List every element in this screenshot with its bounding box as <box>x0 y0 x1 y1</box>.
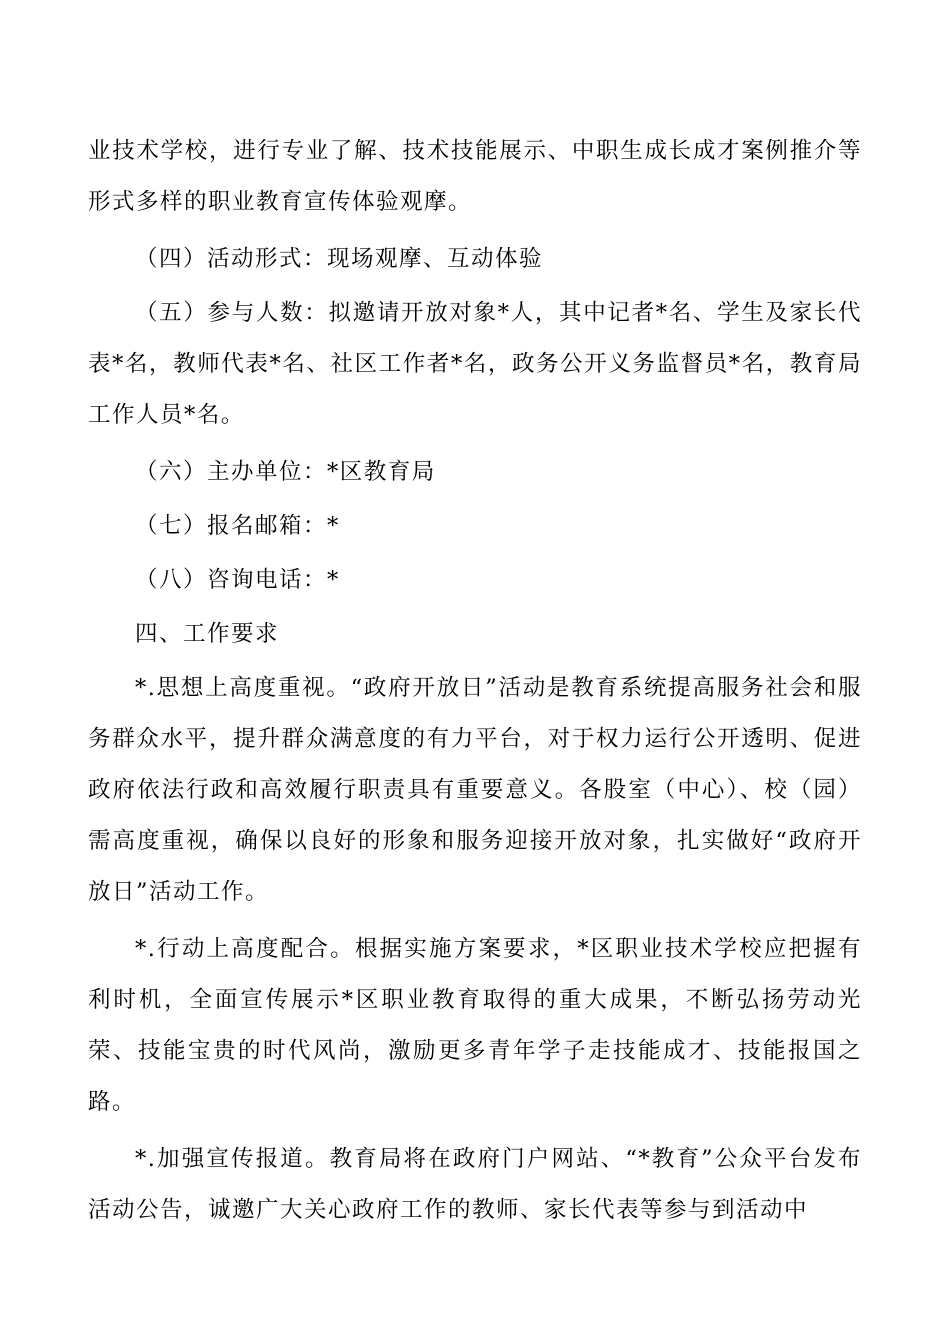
document-page <box>88 126 862 1236</box>
paragraph-contact-phone: （八）咨询电话：* <box>135 567 340 593</box>
paragraph-organizer: （六）主办单位：*区教育局 <box>135 459 436 485</box>
paragraph-requirement-1: *.思想上高度重视。“政府开放日”活动是教育系统提高服务社会和服务群众水平，提升群众满意度的有力平台，对于权力运行公开透明、促进政府依法行政和高效履行职责具有重要意义。各股室（中心）、校（园）需高度重视，确保以良好的形象和服务迎接开放对象，扎实做好“政府开放日”活动工作。 <box>88 675 862 905</box>
paragraph-activity-form: （四）活动形式：现场观摩、互动体验 <box>135 246 544 272</box>
section-heading-requirements: 四、工作要求 <box>135 621 280 647</box>
paragraph-requirement-3: *.加强宣传报道。教育局将在政府门户网站、“*教育”公众平台发布活动公告，诚邀广大关心政府工作的教师、家长代表等参与到活动中 <box>88 1146 862 1223</box>
paragraph-continuation: 业技术学校，进行专业了解、技术技能展示、中职生成长成才案例推介等形式多样的职业教育宣传体验观摩。 <box>88 138 862 215</box>
paragraph-participants: （五）参与人数：拟邀请开放对象*人，其中记者*名、学生及家长代表*名，教师代表*名、社区工作者*名，政务公开义务监督员*名，教育局工作人员*名。 <box>88 300 862 428</box>
paragraph-requirement-2: *.行动上高度配合。根据实施方案要求，*区职业技术学校应把握有利时机，全面宣传展示*区职业教育取得的重大成果，不断弘扬劳动光荣、技能宝贵的时代风尚，激励更多青年学子走技能成才、技能报国之路。 <box>88 936 862 1115</box>
paragraph-signup-email: （七）报名邮箱：* <box>135 513 340 539</box>
